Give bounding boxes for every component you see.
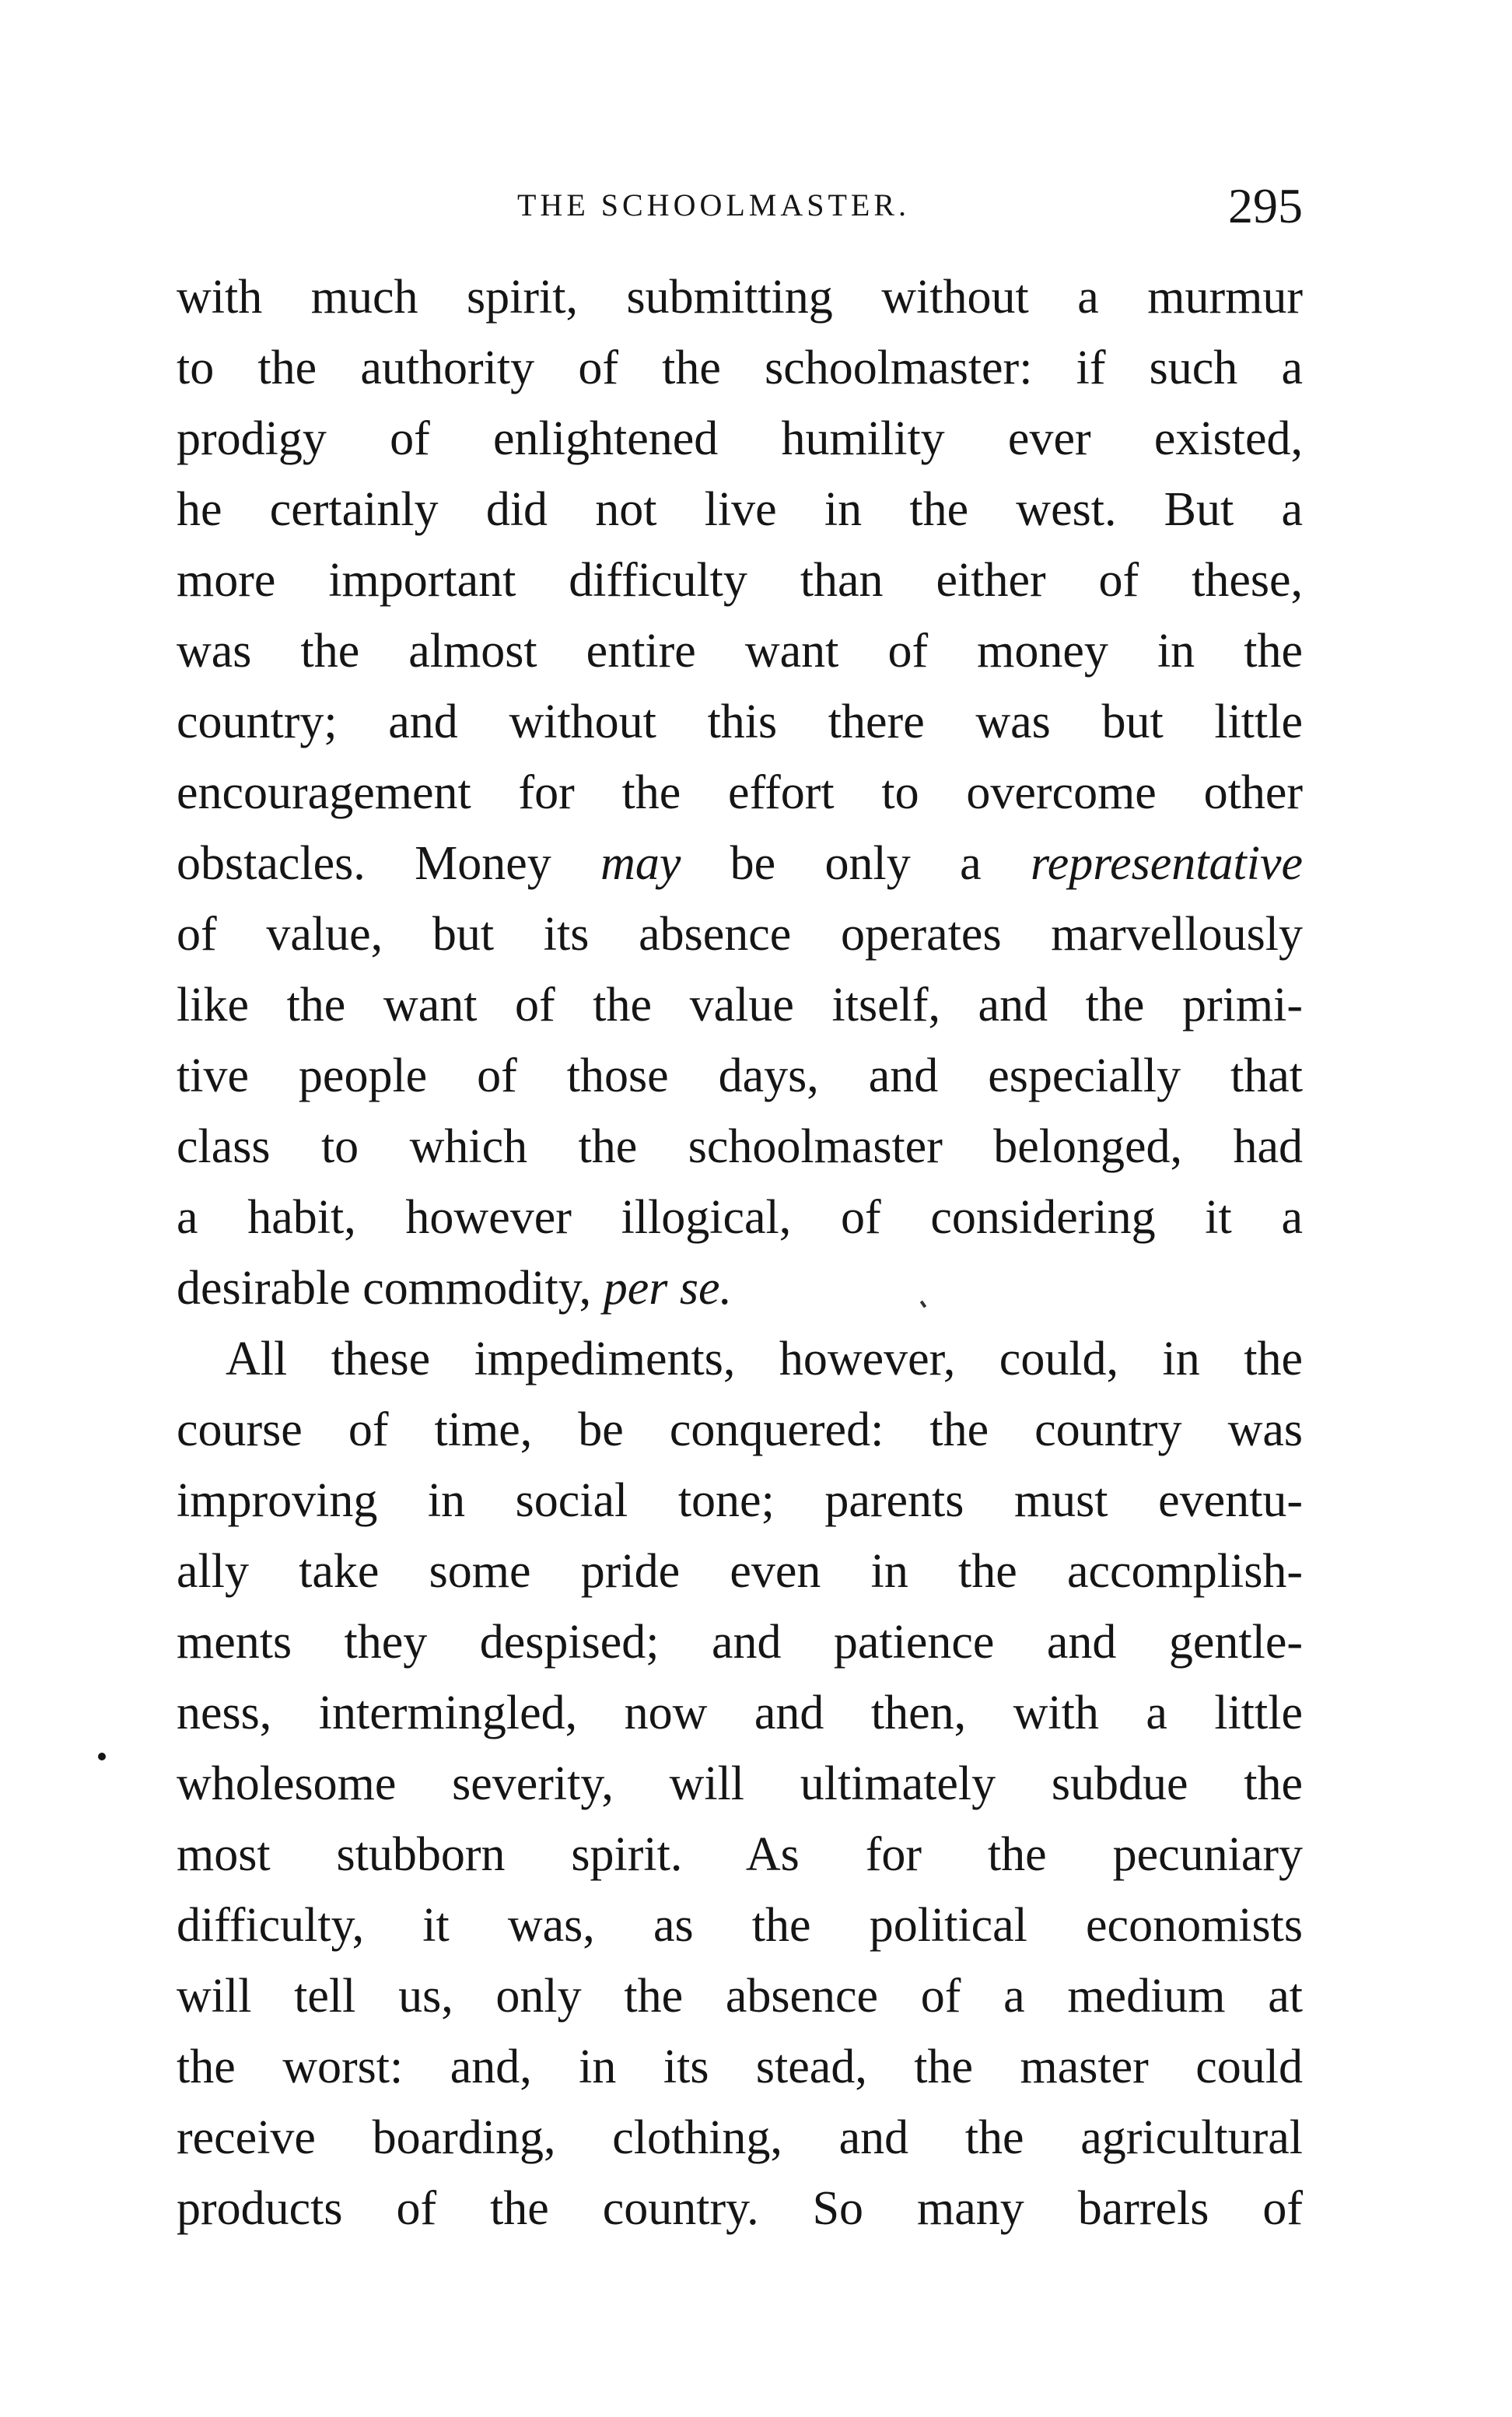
text-line: difficulty, it was, as the political economists: [177, 1899, 1303, 1952]
text-line: of value, but its absence operates marvellously: [177, 908, 1303, 961]
line-text: desirable commodity,: [177, 1262, 604, 1315]
text-line: will tell us, only the absence of a medium at: [177, 1970, 1303, 2023]
text-line: more important difficulty than either of these,: [177, 554, 1303, 607]
line-text: obstacles. Money: [177, 837, 601, 890]
text-line: course of time, be conquered: the country was: [177, 1403, 1303, 1456]
text-line: prodigy of enlightened humility ever existed,: [177, 412, 1303, 465]
paragraph-first-line: All these impediments, however, could, in the: [226, 1333, 1303, 1385]
text-line: the worst: and, in its stead, the master could: [177, 2040, 1303, 2093]
text-line-with-italics: [177, 828, 1303, 899]
line-text: be only a: [681, 837, 1031, 890]
ink-dot: [98, 1753, 106, 1760]
text-line: to the authority of the schoolmaster: if such a: [177, 342, 1303, 394]
text-line: wholesome severity, will ultimately subdue the: [177, 1757, 1303, 1810]
text-line: ments they despised; and patience and gentle-: [177, 1616, 1303, 1669]
text-line: most stubborn spirit. As for the pecuniary: [177, 1828, 1303, 1881]
text-line: country; and without this there was but little: [177, 695, 1303, 748]
text-line: was the almost entire want of money in the: [177, 625, 1303, 678]
text-line: tive people of those days, and especially that: [177, 1049, 1303, 1102]
text-line: improving in social tone; parents must eventu-: [177, 1474, 1303, 1527]
text-line: with much spirit, submitting without a murmur: [177, 271, 1303, 324]
running-head: [175, 177, 1303, 247]
running-title: THE SCHOOLMASTER.: [517, 187, 911, 222]
text-line: like the want of the value itself, and the primi-: [177, 979, 1303, 1032]
body-text: [177, 262, 1303, 2244]
italic-text: may: [600, 837, 681, 890]
italic-text: representative: [1030, 837, 1303, 890]
text-line: ness, intermingled, now and then, with a little: [177, 1687, 1303, 1739]
text-line: encouragement for the effort to overcome other: [177, 766, 1303, 819]
text-line: receive boarding, clothing, and the agricultural: [177, 2111, 1303, 2164]
text-line: ally take some pride even in the accomplish-: [177, 1545, 1303, 1598]
italic-text: per se.: [603, 1262, 732, 1315]
page-number: 295: [1228, 178, 1303, 233]
text-line-with-italics: [177, 1253, 1303, 1324]
text-line: a habit, however illogical, of considering it a: [177, 1191, 1303, 1244]
text-line: he certainly did not live in the west. But a: [177, 483, 1303, 536]
text-line: class to which the schoolmaster belonged, had: [177, 1120, 1303, 1173]
text-line: products of the country. So many barrels of: [177, 2182, 1303, 2235]
